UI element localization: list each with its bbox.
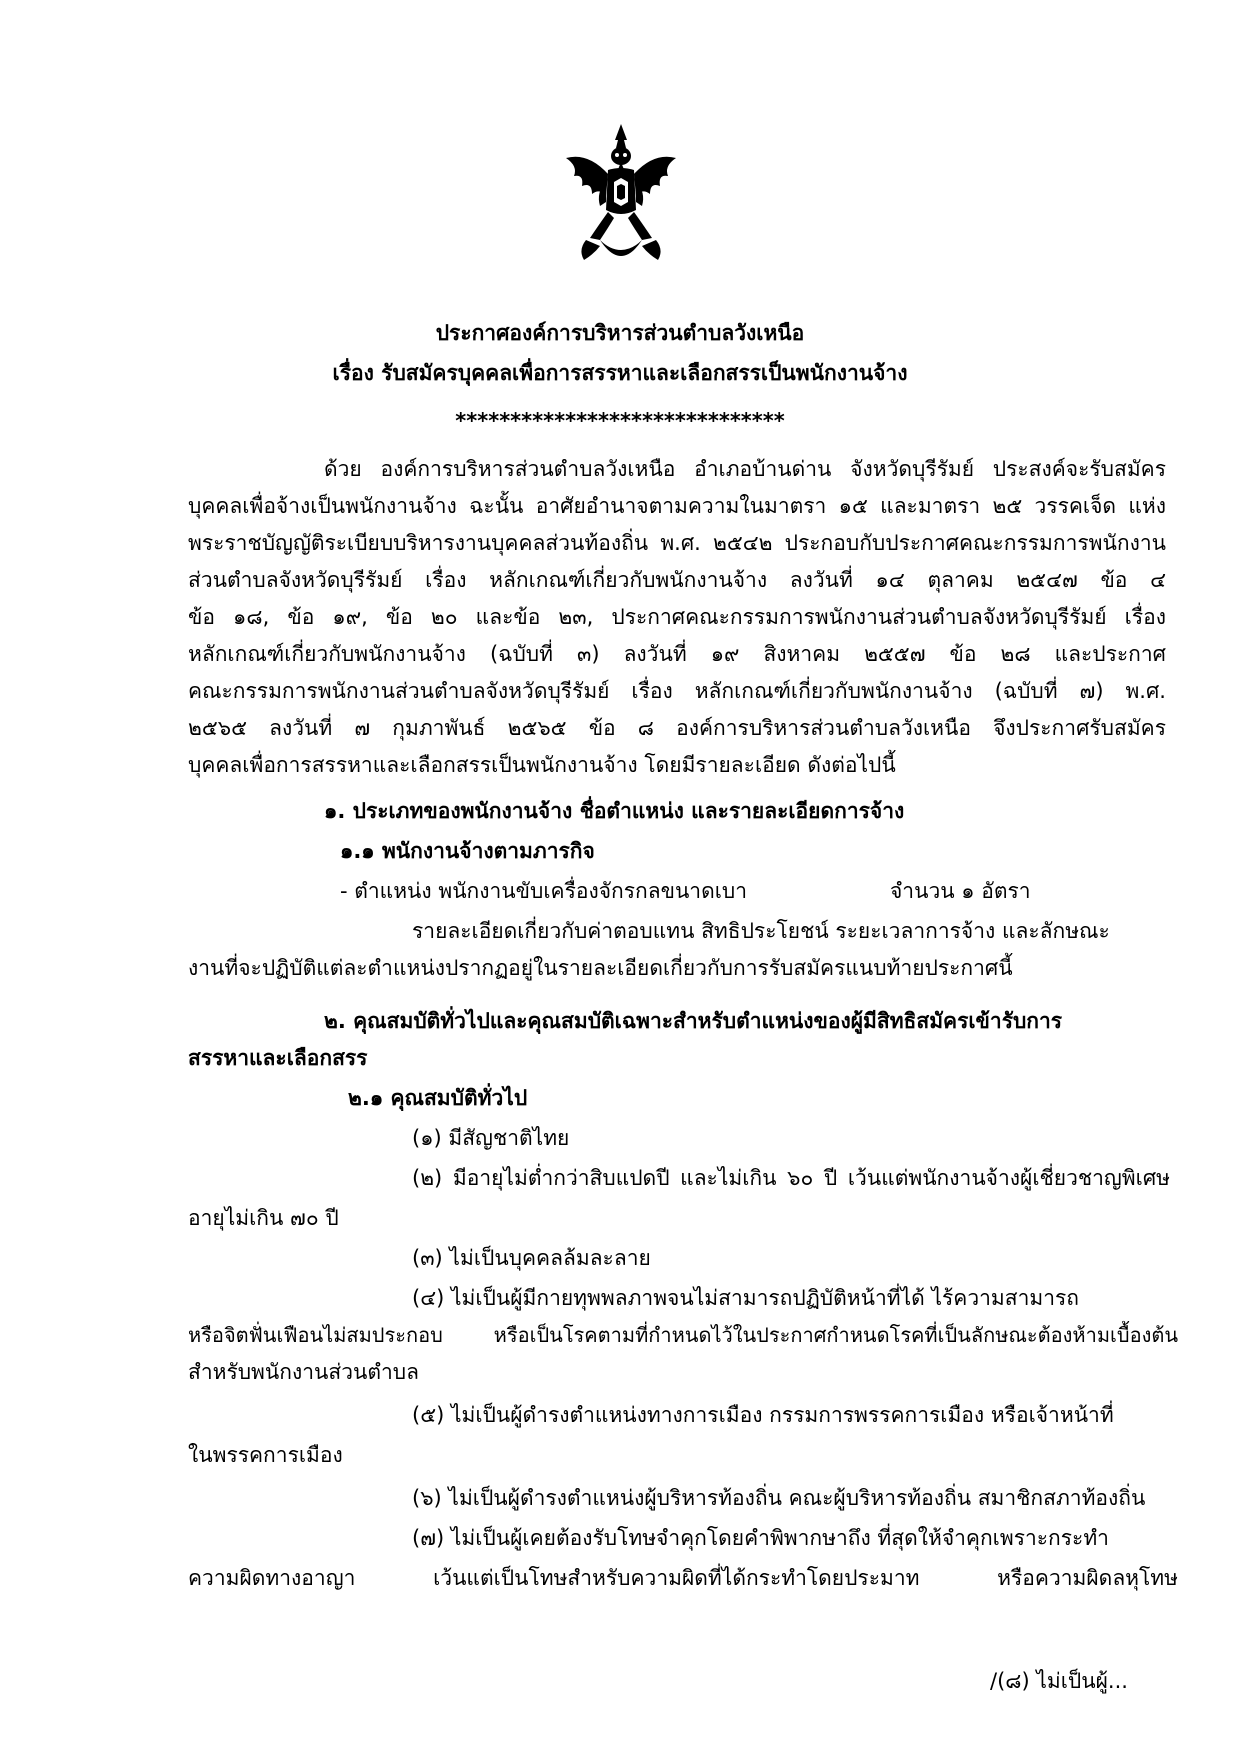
intro-line: ด้วย องค์การบริหารส่วนตำบลวังเหนือ อำเภอบ้านด่าน จังหวัดบุรีรัมย์ ประสงค์จะรับสมัคร bbox=[324, 457, 1166, 481]
qualification-item: (๒) มีอายุไม่ต่ำกว่าสิบแปดปี และไม่เกิน ๖๐ ปี เว้นแต่พนักงานจ้างผู้เชี่ยวชาญพิเศษ bbox=[412, 1166, 1170, 1190]
section-1-1-heading: ๑.๑ พนักงานจ้างตามภารกิจ bbox=[340, 839, 595, 863]
section-2-heading: ๒. คุณสมบัติทั่วไปและคุณสมบัติเฉพาะสำหรับตำแหน่งของผู้มีสิทธิสมัครเข้ารับการ bbox=[324, 1009, 1063, 1033]
section-1-heading: ๑. ประเภทของพนักงานจ้าง ชื่อตำแหน่ง และรายละเอียดการจ้าง bbox=[324, 799, 905, 823]
page-continuation: /(๘) ไม่เป็นผู้... bbox=[990, 1669, 1128, 1693]
garuda-emblem-icon bbox=[560, 122, 682, 272]
section-1-detail-line: รายละเอียดเกี่ยวกับค่าตอบแทน สิทธิประโยชน์ ระยะเวลาการจ้าง และลักษณะ bbox=[412, 919, 1110, 943]
announcement-subject: เรื่อง รับสมัครบุคคลเพื่อการสรรหาและเลือกสรรเป็นพนักงานจ้าง bbox=[332, 361, 908, 385]
intro-line: ส่วนตำบลจังหวัดบุรีรัมย์ เรื่อง หลักเกณฑ์เกี่ยวกับพนักงานจ้าง ลงวันที่ ๑๔ ตุลาคม ๒๕๔๗ ข้อ ๔ bbox=[188, 568, 1166, 592]
position-count: จำนวน ๑ อัตรา bbox=[890, 879, 1031, 903]
qualification-item: (๑) มีสัญชาติไทย bbox=[412, 1126, 570, 1150]
announcement-title: ประกาศองค์การบริหารส่วนตำบลวังเหนือ bbox=[435, 321, 805, 345]
intro-line: คณะกรรมการพนักงานส่วนตำบลจังหวัดบุรีรัมย์ เรื่อง หลักเกณฑ์เกี่ยวกับพนักงานจ้าง (ฉบับที่ ๗) พ.ศ. bbox=[188, 679, 1166, 703]
qualification-item: (๖) ไม่เป็นผู้ดำรงตำแหน่งผู้บริหารท้องถิ่น คณะผู้บริหารท้องถิ่น สมาชิกสภาท้องถิ่น bbox=[412, 1486, 1146, 1510]
intro-line: ๒๕๖๕ ลงวันที่ ๗ กุมภาพันธ์ ๒๕๖๕ ข้อ ๘ องค์การบริหารส่วนตำบลวังเหนือ จึงประกาศรับสมัคร bbox=[188, 716, 1166, 740]
intro-line: บุคคลเพื่อการสรรหาและเลือกสรรเป็นพนักงานจ้าง โดยมีรายละเอียด ดังต่อไปนี้ bbox=[188, 753, 896, 777]
qualification-item: (๓) ไม่เป็นบุคคลล้มละลาย bbox=[412, 1246, 651, 1270]
qualification-item-continued: ความผิดทางอาญา เว้นแต่เป็นโทษสำหรับความผิดที่ได้กระทำโดยประมาท หรือความผิดลหุโทษ bbox=[188, 1566, 1178, 1590]
section-1-detail-line: งานที่จะปฏิบัติแต่ละตำแหน่งปรากฏอยู่ในรายละเอียดเกี่ยวกับการรับสมัครแนบท้ายประกาศนี้ bbox=[188, 956, 1013, 980]
qualification-item-continued: หรือจิตฟั่นเฟือนไม่สมประกอบ หรือเป็นโรคตามที่กำหนดไว้ในประกาศกำหนดโรคที่เป็นลักษณะต้องห้ามเบื้องต้น bbox=[188, 1323, 1178, 1347]
position-label: - ตำแหน่ง พนักงานขับเครื่องจักรกลขนาดเบา bbox=[340, 879, 748, 903]
intro-line: หลักเกณฑ์เกี่ยวกับพนักงานจ้าง (ฉบับที่ ๓) ลงวันที่ ๑๙ สิงหาคม ๒๕๕๗ ข้อ ๒๘ และประกาศ bbox=[188, 642, 1166, 666]
intro-line: ข้อ ๑๘, ข้อ ๑๙, ข้อ ๒๐ และข้อ ๒๓, ประกาศคณะกรรมการพนักงานส่วนตำบลจังหวัดบุรีรัมย์ เรื่อง bbox=[188, 605, 1166, 629]
qualification-item-continued: ในพรรคการเมือง bbox=[188, 1443, 343, 1467]
section-2-1-heading: ๒.๑ คุณสมบัติทั่วไป bbox=[348, 1086, 528, 1110]
qualification-item: (๔) ไม่เป็นผู้มีกายทุพพลภาพจนไม่สามารถปฏิบัติหน้าที่ได้ ไร้ความสามารถ bbox=[412, 1286, 1080, 1310]
title-divider: ****************************** bbox=[455, 409, 785, 433]
qualification-item: (๗) ไม่เป็นผู้เคยต้องรับโทษจำคุกโดยคำพิพากษาถึง ที่สุดให้จำคุกเพราะกระทำ bbox=[412, 1526, 1109, 1550]
qualification-item-continued: สำหรับพนักงานส่วนตำบล bbox=[188, 1360, 419, 1384]
qualification-item-continued: อายุไม่เกิน ๗๐ ปี bbox=[188, 1206, 339, 1230]
intro-line: พระราชบัญญัติระเบียบบริหารงานบุคคลส่วนท้องถิ่น พ.ศ. ๒๕๔๒ ประกอบกับประกาศคณะกรรมการพนักงาน bbox=[188, 531, 1166, 555]
qualification-item: (๕) ไม่เป็นผู้ดำรงตำแหน่งทางการเมือง กรรมการพรรคการเมือง หรือเจ้าหน้าที่ bbox=[412, 1403, 1114, 1427]
intro-line: บุคคลเพื่อจ้างเป็นพนักงานจ้าง ฉะนั้น อาศัยอำนาจตามความในมาตรา ๑๕ และมาตรา ๒๕ วรรคเจ็ด แห่ง bbox=[188, 494, 1166, 518]
section-2-heading-continued: สรรหาและเลือกสรร bbox=[188, 1046, 368, 1070]
